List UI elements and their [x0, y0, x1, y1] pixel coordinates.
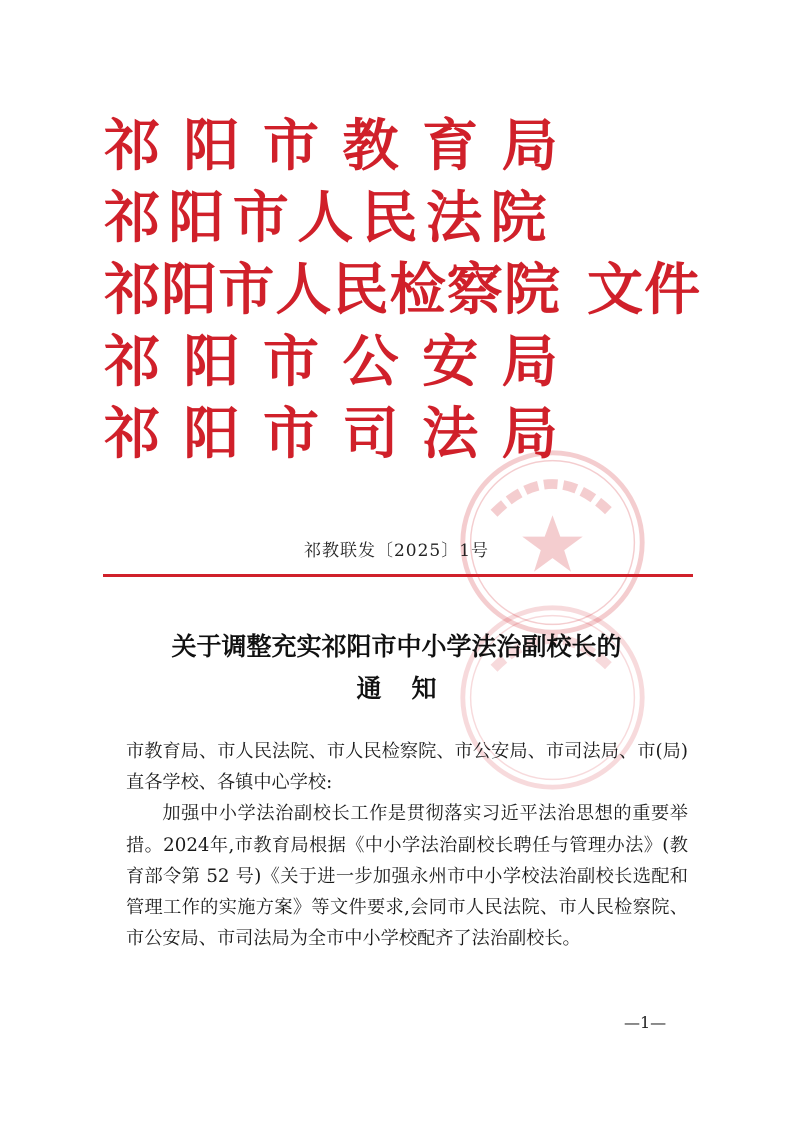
- agency-row: [104, 112, 714, 184]
- title-line: 关于调整充实祁阳市中小学法治副校长的: [171, 632, 622, 661]
- issuing-agencies-header: [104, 112, 714, 472]
- agency-row: [104, 400, 714, 472]
- agency-name: 祁阳市人民法院: [104, 185, 555, 251]
- agency-name: 祁阳市司法局: [104, 401, 582, 467]
- agency-name: 祁阳市人民检察院: [104, 257, 561, 323]
- document-number: 祁教联发〔2025〕1号: [303, 541, 490, 561]
- document-body: [126, 736, 688, 954]
- page-number: —1—: [624, 1013, 667, 1032]
- agency-row: [104, 256, 714, 328]
- red-divider: [103, 574, 693, 577]
- file-suffix: 文件: [587, 257, 702, 323]
- salutation: 市教育局、市人民法院、市人民检察院、市公安局、市司法局、市(局)直各学校、各镇中心学校:: [126, 741, 688, 794]
- title-line: 通知: [356, 674, 467, 703]
- document-title: [0, 626, 793, 710]
- agency-name: 祁阳市公安局: [104, 329, 582, 395]
- agency-name: 祁阳市教育局: [104, 113, 582, 179]
- agency-row: [104, 184, 714, 256]
- agency-row: [104, 328, 714, 400]
- body-paragraph: 加强中小学法治副校长工作是贯彻落实习近平法治思想的重要举措。2024年,市教育局根据《中小学法治副校长聘任与管理办法》(教育部令第 52 号)《关于进一步加强永州市中小学校法治副校长选配和管理工作的实施方案》等文件要求,会同市人民法院、市人民检察院、市公安局、市司法局为全市中小学校配齐了法治副校长。: [126, 803, 688, 950]
